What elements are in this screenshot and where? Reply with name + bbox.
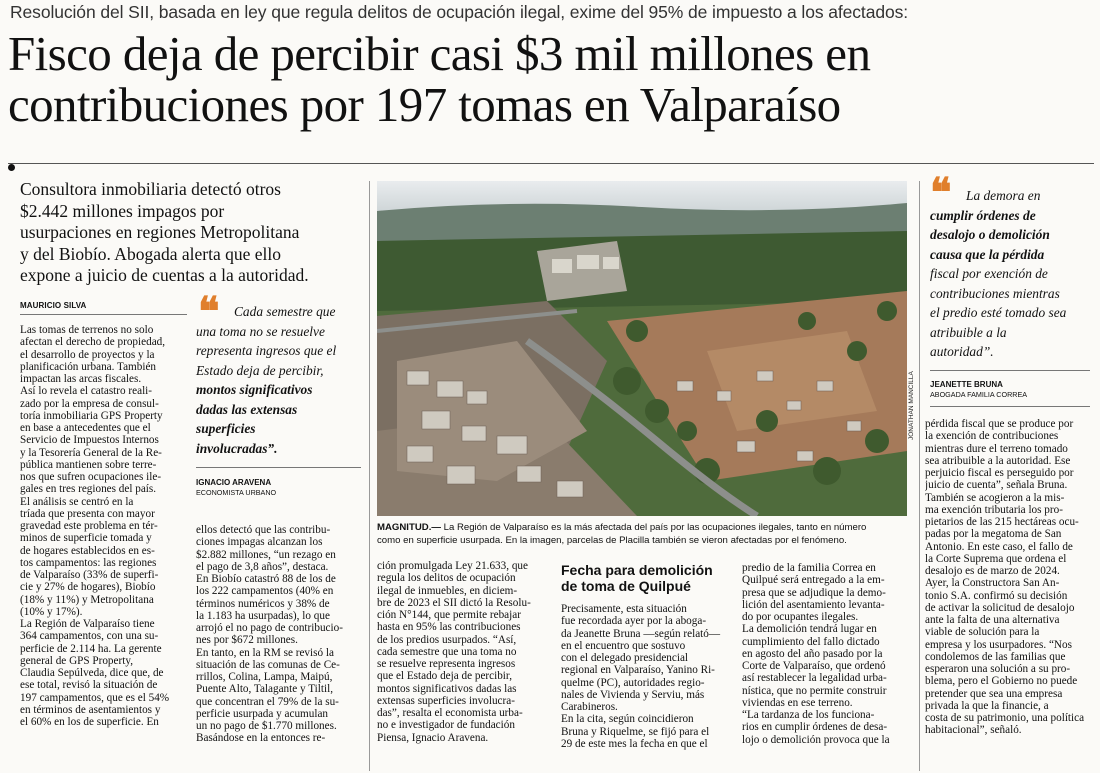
body-line: “La tardanza de los funciona- bbox=[742, 709, 875, 721]
body-line: blema, pero el Gobierno no puede bbox=[925, 675, 1078, 688]
body-line: nales de Vivienda y Serviu, más bbox=[561, 688, 705, 701]
quote-mark-icon: ❝ bbox=[198, 289, 220, 334]
body-line: Claudia Sepúlveda, dice que, de bbox=[20, 667, 164, 679]
quote-rule bbox=[930, 406, 1090, 407]
body-line: cumplimiento del fallo dictado bbox=[742, 635, 880, 648]
quote-line: autoridad”. bbox=[930, 344, 994, 359]
body-line: mientras dure el terreno tomado bbox=[925, 442, 1068, 455]
body-line: desalojo es de marzo de 2024. bbox=[925, 565, 1060, 577]
bullet-dot bbox=[8, 164, 15, 171]
headline-line: contribuciones por 197 tomas en Valparaíso bbox=[8, 77, 841, 132]
body-line: perficie usurpada y acumulan bbox=[196, 707, 329, 720]
body-column-3 bbox=[377, 560, 549, 744]
quote-line: el predio esté tomado sea bbox=[930, 305, 1067, 320]
pull-quote-1 bbox=[196, 302, 366, 458]
body-line: 197 campamentos, que es el 54% bbox=[20, 691, 170, 704]
body-line: así restablecer la legalidad urba- bbox=[742, 672, 887, 685]
body-line: das”, resalta el economista urba- bbox=[377, 707, 523, 719]
body-line: Puente Alto, Talagante y Tiltil, bbox=[196, 683, 333, 696]
byline: MAURICIO SILVA bbox=[20, 301, 87, 310]
body-line: ese total, revisó la situación de bbox=[20, 679, 158, 692]
body-line: ción promulgada Ley 21.633, que bbox=[377, 560, 528, 572]
body-line: cie y 27% de hogares), Biobío bbox=[20, 581, 156, 594]
body-line: en agosto del año pasado por la bbox=[742, 647, 883, 660]
caption-line: como en superficie usurpada. En la imagen, parcelas de Placilla también se vieron afectadas por el fenómeno. bbox=[377, 535, 847, 546]
body-line: lición del asentamiento levanta- bbox=[742, 598, 885, 611]
body-line: Bruna y Riquelme, se fijó para el bbox=[561, 725, 710, 738]
body-line: y la Tesorería General de la Re- bbox=[20, 446, 162, 459]
body-line: la 1.183 ha usurpadas), lo que bbox=[196, 609, 330, 622]
quote-line: cumplir órdenes de bbox=[930, 207, 1036, 223]
aerial-photo bbox=[377, 181, 907, 516]
body-line: regional en Valparaíso, Yanino Ri- bbox=[561, 664, 715, 677]
body-line: esperaron una solución a su pro- bbox=[925, 663, 1071, 675]
body-line: da Jeanette Bruna —según relató— bbox=[561, 627, 721, 640]
body-line: en el encuentro que sostuvo bbox=[561, 639, 686, 652]
quote-rule bbox=[930, 370, 1090, 371]
body-line: gravedad este problema en tér- bbox=[20, 520, 158, 532]
subhead-line: Fecha para demolición bbox=[561, 562, 713, 578]
photo-credit: JONATHAN MANCILLA bbox=[908, 371, 915, 440]
body-line: En tanto, en la RM se revisó la bbox=[196, 646, 334, 659]
body-line: tonio S.A. confirmó su decisión bbox=[925, 589, 1068, 602]
body-line: Corte de Valparaíso, que ordenó bbox=[742, 660, 886, 672]
body-line: tríada que presenta con mayor bbox=[20, 507, 155, 520]
body-line: el 60% en los de superficie. En bbox=[20, 716, 159, 728]
quote-line: dadas las extensas bbox=[196, 401, 298, 417]
body-line: La Región de Valparaíso tiene bbox=[20, 618, 155, 630]
body-line: con el delegado presidencial bbox=[561, 652, 689, 664]
body-line: cada semestre que una toma no bbox=[377, 645, 517, 658]
body-line: tos campamentos: las regiones bbox=[20, 556, 157, 569]
photo-caption bbox=[377, 521, 917, 547]
quote-line: La demora en bbox=[966, 188, 1041, 203]
deck-line: y del Biobío. Abogada alerta que ello bbox=[20, 243, 281, 264]
body-line: En la cita, según coincidieron bbox=[561, 713, 694, 726]
quote-line: Estado deja de percibir, bbox=[196, 362, 324, 378]
body-line: viviendas en ese terreno. bbox=[742, 696, 853, 709]
deck bbox=[20, 179, 360, 287]
body-column-6 bbox=[925, 418, 1097, 737]
quote-author-role: ABOGADA FAMILIA CORREA bbox=[930, 390, 1028, 399]
header-rule bbox=[8, 163, 1094, 164]
body-line: Antonio. En este caso, el fallo de bbox=[925, 540, 1073, 553]
deck-line: expone a juicio de cuentas a la autoridad. bbox=[20, 265, 309, 285]
body-line: la exención de contribuciones bbox=[925, 430, 1059, 443]
body-line: fue recordada ayer por la aboga- bbox=[561, 615, 707, 628]
quote-rule bbox=[196, 467, 361, 468]
caption-label: MAGNITUD.— bbox=[377, 522, 441, 533]
body-line: minos de superficie tomada y bbox=[20, 532, 152, 545]
body-line: ilegal de inmuebles, en diciem- bbox=[377, 584, 518, 597]
body-line: habitacional”, señaló. bbox=[925, 724, 1022, 737]
quote-line: atribuible a la bbox=[930, 324, 1007, 340]
quote-author-role: ECONOMISTA URBANO bbox=[196, 488, 277, 497]
body-line: que el Estado deja de percibir, bbox=[377, 670, 512, 683]
body-line: privada la que la financie, a bbox=[925, 699, 1049, 712]
headline-line: Fisco deja de percibir casi $3 mil millones en bbox=[8, 26, 871, 81]
deck-line: usurpaciones en regiones Metropolitana bbox=[20, 222, 300, 242]
body-line: 29 de este mes la fecha en que el bbox=[561, 737, 708, 750]
byline-rule bbox=[20, 314, 187, 315]
body-line: extensas superficies involucra- bbox=[377, 694, 515, 707]
body-line: nos que sufren ocupaciones ile- bbox=[20, 471, 162, 483]
body-line: de Valparaíso (33% de superfi- bbox=[20, 569, 159, 581]
body-line: ciones impagas alcanzan los bbox=[196, 536, 323, 549]
body-line: costa de su patrimonio, una política bbox=[925, 712, 1085, 724]
body-line: un no pago de $1.770 millones. bbox=[196, 720, 337, 732]
body-line: condolemos de las familias que bbox=[925, 650, 1066, 663]
body-line: El análisis se centró en la bbox=[20, 495, 134, 508]
quote-mark-icon: ❝ bbox=[930, 170, 952, 215]
subhead bbox=[561, 562, 741, 594]
body-line: ante la falta de una alternativa bbox=[925, 614, 1060, 626]
body-line: La demolición tendrá lugar en bbox=[742, 623, 877, 636]
quote-line: fiscal por exención de bbox=[930, 266, 1048, 281]
body-line: pietarios de las 215 hectáreas ocu- bbox=[925, 516, 1079, 528]
body-column-5 bbox=[742, 562, 918, 746]
body-line: rrillos, Colina, Lampa, Maipú, bbox=[196, 671, 333, 683]
quote-line: desalojo o demolición bbox=[930, 227, 1050, 242]
quote-line: una toma no se resuelve bbox=[196, 323, 325, 339]
body-line: gales en tres regiones del país. bbox=[20, 483, 157, 496]
quote-line: superficies bbox=[196, 421, 256, 436]
body-line: en base a antecedentes que el bbox=[20, 422, 151, 434]
quote-line: contribuciones mientras bbox=[930, 285, 1060, 301]
body-line: nística, que no permite construir bbox=[742, 684, 887, 697]
body-line: los 222 campamentos (40% en bbox=[196, 585, 334, 598]
body-line: de activar la solicitud de desalojo bbox=[925, 601, 1075, 614]
body-line: perjuicio fiscal es perseguido por bbox=[925, 467, 1074, 479]
body-line: ma exención tributaria los pro- bbox=[925, 503, 1063, 516]
body-line: do por ocupantes ilegales. bbox=[742, 611, 859, 623]
pull-quote-2 bbox=[930, 186, 1096, 362]
body-line: Servicio de Impuestos Internos bbox=[20, 434, 159, 447]
body-line: ellos detectó que las contribu- bbox=[196, 524, 331, 536]
body-line: montos significativos dadas las bbox=[377, 682, 517, 695]
body-line: padas por la megatoma de San bbox=[925, 528, 1062, 541]
body-line: quelme (PC), autoridades regio- bbox=[561, 676, 705, 689]
body-line: lojo o demolición provoca que la bbox=[742, 733, 890, 746]
body-line: 364 campamentos, con una su- bbox=[20, 630, 159, 643]
body-line: afectan el derecho de propiedad, bbox=[20, 336, 166, 349]
quote-author-name: IGNACIO ARAVENA bbox=[196, 478, 272, 487]
body-line: ción N°144, que permite rebajar bbox=[377, 609, 521, 621]
quote-line: representa ingresos que el bbox=[196, 343, 337, 358]
body-line: planificación urbana. También bbox=[20, 360, 157, 373]
body-line: de los predios usurpados. “Así, bbox=[377, 633, 517, 646]
body-line: Ayer, la Constructora San An- bbox=[925, 577, 1060, 590]
body-line: juicio de cuenta”, señala Bruna. bbox=[925, 479, 1068, 492]
caption-line: La Región de Valparaíso es la más afectada del país por las ocupaciones ilegales, tanto en número bbox=[440, 522, 867, 533]
body-line: (18% y 11%) y Metropolitana bbox=[20, 593, 154, 606]
body-line: Así lo revela el catastro reali- bbox=[20, 385, 153, 398]
body-line: pública mantienen sobre terre- bbox=[20, 458, 157, 471]
body-line: términos numéricos y 38% de bbox=[196, 597, 330, 610]
quote-line: Cada semestre que bbox=[234, 304, 336, 319]
body-line: Piensa, Ignacio Aravena. bbox=[377, 731, 489, 744]
kicker: Resolución del SII, basada en ley que regula delitos de ocupación ilegal, exime del 95% de impuesto a los afectados: bbox=[10, 2, 909, 22]
quote-line: montos significativos bbox=[196, 382, 313, 397]
headline bbox=[8, 28, 1098, 130]
body-line: presa que se adjudique la demo- bbox=[742, 586, 886, 599]
body-line: En Biobío catastró 88 de los de bbox=[196, 573, 336, 585]
body-line: sea atribuible a la autoridad. Ese bbox=[925, 454, 1071, 467]
body-line: se resuelve representa ingresos bbox=[377, 658, 516, 670]
subhead-line: de toma de Quilpué bbox=[561, 578, 691, 594]
body-line: rios en cumplir órdenes de desa- bbox=[742, 721, 888, 734]
body-line: hasta en 95% las contribuciones bbox=[377, 621, 521, 634]
body-line: Quilpué será entregado a la em- bbox=[742, 574, 885, 587]
column-divider bbox=[369, 181, 370, 771]
quote-author-name: JEANETTE BRUNA bbox=[930, 380, 1003, 389]
body-line: el desarrollo de proyectos y la bbox=[20, 348, 155, 361]
body-line: no e investigador de fundación bbox=[377, 719, 515, 732]
column-divider bbox=[919, 181, 920, 771]
body-line: en términos de asentamientos y bbox=[20, 703, 161, 716]
body-line: que concentran el 79% de la su- bbox=[196, 695, 339, 708]
body-line: predio de la familia Correa en bbox=[742, 562, 876, 574]
body-line: Las tomas de terrenos no solo bbox=[20, 324, 154, 336]
body-column-4 bbox=[561, 603, 736, 750]
body-line: bre de 2023 el SII dictó la Resolu- bbox=[377, 596, 531, 609]
body-line: impactan las arcas fiscales. bbox=[20, 373, 142, 385]
body-line: perficie de 2.114 ha. La gerente bbox=[20, 642, 162, 655]
body-line: toría inmobiliaria GPS Property bbox=[20, 409, 163, 422]
body-line: (10% y 17%). bbox=[20, 605, 83, 618]
body-line: la Corte Suprema que ordena el bbox=[925, 552, 1067, 565]
body-line: regula los delitos de ocupación bbox=[377, 572, 516, 585]
body-line: pretender que sea una empresa bbox=[925, 687, 1063, 700]
body-line: También se acogieron a la mis- bbox=[925, 491, 1065, 504]
body-line: situación de las comunas de Ce- bbox=[196, 658, 340, 671]
body-line: viable de solución para la bbox=[925, 626, 1040, 639]
body-line: nes por $672 millones. bbox=[196, 634, 298, 647]
deck-line: Consultora inmobiliaria detectó otros bbox=[20, 179, 281, 199]
quote-line: involucradas”. bbox=[196, 440, 278, 456]
body-line: general de GPS Property, bbox=[20, 654, 133, 667]
body-line: zado por la empresa de consul- bbox=[20, 397, 159, 410]
body-line: de hogares establecidos en es- bbox=[20, 544, 155, 557]
deck-line: $2.442 millones impagos por bbox=[20, 200, 225, 221]
body-line: Carabineros. bbox=[561, 701, 618, 713]
body-column-1 bbox=[20, 324, 190, 728]
body-line: Precisamente, esta situación bbox=[561, 603, 687, 615]
body-line: el pago de 3,8 años”, destaca. bbox=[196, 560, 329, 573]
body-line: $2.882 millones, “un rezago en bbox=[196, 548, 336, 561]
body-line: arrojó el no pago de contribucio- bbox=[196, 622, 343, 634]
body-column-2 bbox=[196, 524, 366, 745]
body-line: Basándose en la entonces re- bbox=[196, 732, 326, 745]
body-line: pérdida fiscal que se produce por bbox=[925, 418, 1074, 430]
quote-line: causa que la pérdida bbox=[930, 246, 1045, 262]
body-line: empresa y los usurpadores. “Nos bbox=[925, 638, 1072, 651]
